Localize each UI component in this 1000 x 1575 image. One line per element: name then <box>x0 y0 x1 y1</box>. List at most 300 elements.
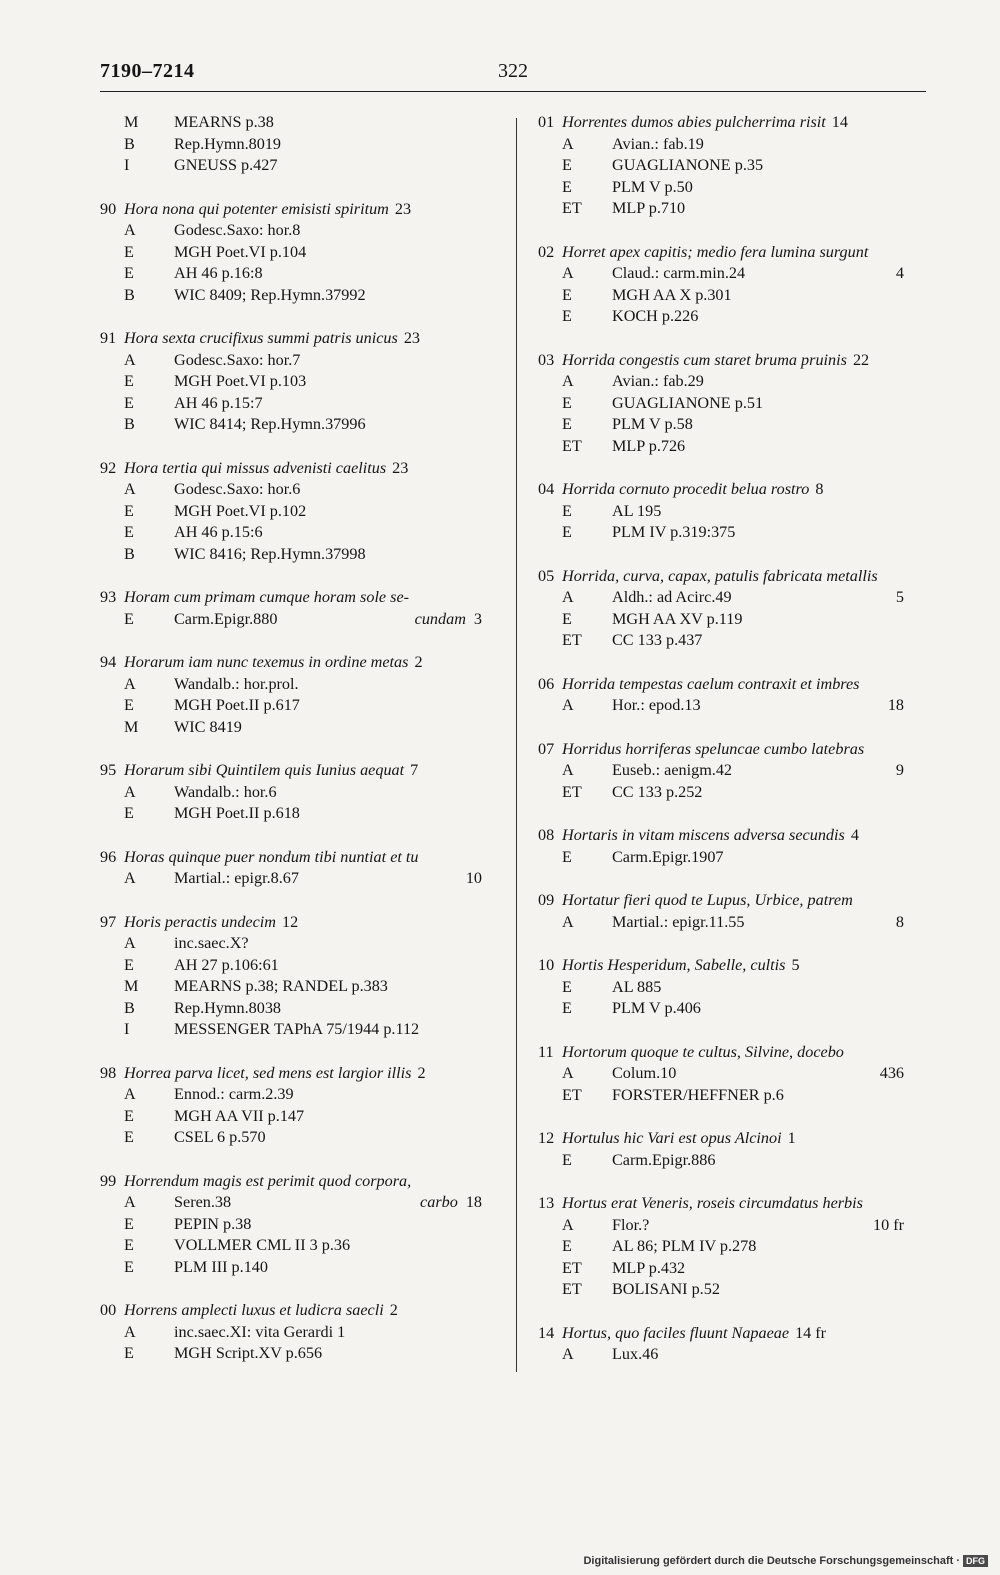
reference-source: Martial.: epigr.8.67 <box>174 869 299 887</box>
reference-line <box>100 1127 482 1149</box>
reference-source: MGH AA VII p.147 <box>174 1106 305 1125</box>
entry <box>538 1323 904 1366</box>
reference-code: A <box>562 1064 574 1082</box>
entry-heading <box>100 847 482 869</box>
reference-source: WIC 8409; Rep.Hymn.37992 <box>174 285 366 304</box>
reference-source: MGH AA XV p.119 <box>612 609 743 628</box>
reference-line <box>100 263 482 285</box>
reference-code: A <box>562 264 574 282</box>
entry <box>538 1193 904 1301</box>
entry-heading <box>538 112 904 134</box>
line-note <box>880 1063 904 1085</box>
reference-source: AL 885 <box>612 977 662 996</box>
reference-line <box>100 1214 482 1236</box>
entry <box>538 479 904 544</box>
reference-source: Martial.: epigr.11.55 <box>612 912 745 931</box>
reference-line <box>538 1236 904 1258</box>
entry-number: 07 <box>538 739 555 758</box>
reference-line <box>100 242 482 264</box>
entry <box>538 825 904 868</box>
entry-number: 97 <box>100 912 117 931</box>
reference-source: GUAGLIANONE p.35 <box>612 156 764 174</box>
reference-code: A <box>124 1193 136 1211</box>
reference-code: A <box>124 221 136 239</box>
entry-number: 08 <box>538 826 555 844</box>
entry-heading <box>100 1063 482 1085</box>
reference-source: WIC 8419 <box>174 717 242 736</box>
reference-code: A <box>124 1322 136 1341</box>
reference-line <box>538 371 904 393</box>
incipit: Horrea parva licet, sed mens est largior illis <box>124 1063 412 1082</box>
reference-line <box>538 587 904 609</box>
reference-source: Hor.: epod.13 <box>612 696 701 714</box>
reference-code: B <box>124 415 135 433</box>
reference-line <box>100 782 482 804</box>
incipit: Hora nona qui potenter emisisti spiritum <box>124 199 389 218</box>
reference-line <box>538 1063 904 1085</box>
incipit: Horret apex capitis; medio fera lumina surgunt <box>562 242 869 261</box>
reference-line <box>538 760 904 782</box>
footer-credit <box>583 1555 988 1567</box>
entry-number: 06 <box>538 674 555 693</box>
incipit: Horam cum primam cumque horam sole se- <box>124 588 410 606</box>
incipit: Hora tertia qui missus advenisti caelitus <box>124 458 387 477</box>
reference-source: Rep.Hymn.8038 <box>174 998 282 1017</box>
entry-range: 7190–7214 <box>100 60 195 82</box>
reference-line <box>100 976 482 998</box>
reference-source: MGH Script.XV p.656 <box>174 1344 323 1362</box>
reference-line <box>100 955 482 977</box>
reference-line <box>100 1322 482 1344</box>
verse-count: 4 <box>850 826 859 844</box>
page-header <box>100 60 926 90</box>
entry-number: 10 <box>538 956 555 974</box>
incipit: Horrentes dumos abies pulcherrima risit <box>562 113 826 131</box>
note-text: 436 <box>879 1064 904 1082</box>
entry <box>100 1171 482 1279</box>
reference-source: Carm.Epigr.880 <box>174 609 278 628</box>
reference-source: AH 46 p.15:7 <box>174 393 263 412</box>
reference-source: Flor.? <box>612 1215 650 1234</box>
reference-code: A <box>124 934 136 952</box>
reference-source: PLM IV p.319:375 <box>612 523 736 541</box>
reference-source: GUAGLIANONE p.51 <box>612 393 764 412</box>
reference-line <box>538 630 904 652</box>
verse-count: 12 <box>281 912 299 931</box>
reference-line <box>538 695 904 717</box>
reference-line <box>100 414 482 436</box>
reference-line <box>100 717 482 739</box>
reference-line <box>538 501 904 523</box>
reference-source: MEARNS p.38 <box>174 113 274 131</box>
entry-number: 03 <box>538 350 555 369</box>
reference-code: A <box>562 1345 574 1363</box>
reference-source: MLP p.432 <box>612 1258 686 1277</box>
entry <box>100 458 482 566</box>
verse-count: 2 <box>389 1301 398 1319</box>
reference-code: E <box>124 1214 134 1233</box>
reference-code: E <box>124 501 134 520</box>
reference-line <box>538 782 904 804</box>
incipit: Hortus erat Veneris, roseis circumdatus herbis <box>562 1194 863 1212</box>
verse-count: 2 <box>417 1063 426 1082</box>
entry-number: 96 <box>100 847 117 866</box>
reference-source: Lux.46 <box>612 1345 659 1363</box>
reference-code: E <box>124 1344 134 1362</box>
incipit: Horrida congestis cum staret bruma pruinis <box>562 350 847 369</box>
reference-source: Euseb.: aenigm.42 <box>612 761 733 779</box>
reference-source: MEARNS p.38; RANDEL p.383 <box>174 977 388 995</box>
entry <box>538 112 904 220</box>
reference-line <box>538 134 904 156</box>
reference-code: E <box>124 242 134 261</box>
entry-heading <box>538 825 904 847</box>
reference-code: B <box>124 134 135 153</box>
incipit: Horas quinque puer nondum tibi nuntiat et tu <box>124 847 419 866</box>
verse-count: 18 <box>465 1193 482 1211</box>
right-column <box>538 112 904 1388</box>
reference-source: MESSENGER TAPhA 75/1944 p.112 <box>174 1020 420 1038</box>
entry <box>538 890 904 933</box>
reference-source: Claud.: carm.min.24 <box>612 264 746 282</box>
entry-heading <box>538 1042 904 1064</box>
reference-code: A <box>562 761 574 779</box>
reference-code: E <box>124 264 134 282</box>
line-note <box>873 1215 904 1237</box>
reference-source: CSEL 6 p.570 <box>174 1128 266 1146</box>
incipit: Horridus horriferas speluncae cumbo latebras <box>562 739 865 758</box>
reference-code: M <box>124 977 139 995</box>
reference-source: MGH Poet.II p.618 <box>174 804 300 822</box>
note-text: 18 <box>887 696 904 714</box>
entry <box>538 566 904 652</box>
reference-code: B <box>124 544 135 563</box>
entry-number: 05 <box>538 566 555 585</box>
reference-code: E <box>124 1257 134 1276</box>
reference-code: E <box>562 847 572 866</box>
entry-heading <box>100 199 482 221</box>
reference-line <box>100 695 482 717</box>
reference-line <box>100 501 482 523</box>
reference-line <box>100 371 482 393</box>
verse-count: 22 <box>852 350 870 369</box>
reference-code: A <box>124 480 136 498</box>
reference-line <box>538 155 904 177</box>
reference-code: ET <box>562 1085 582 1104</box>
verse-count: 8 <box>815 480 824 498</box>
entry-heading <box>538 890 904 912</box>
reference-line <box>538 1085 904 1107</box>
reference-code: I <box>124 156 130 174</box>
reference-line <box>538 1150 904 1172</box>
entry <box>100 1063 482 1149</box>
entry-heading <box>100 458 482 480</box>
reference-code: ET <box>562 631 582 649</box>
entry <box>100 587 482 630</box>
reference-code: ET <box>562 1280 582 1298</box>
incipit: Hortulus hic Vari est opus Alcinoi <box>562 1129 782 1147</box>
reference-code: E <box>124 696 134 714</box>
entry-number: 91 <box>100 329 117 347</box>
entry-heading <box>538 674 904 696</box>
reference-code: M <box>124 113 139 131</box>
reference-source: MGH Poet.VI p.103 <box>174 372 307 390</box>
incipit: Horrida, curva, capax, patulis fabricata metallis <box>562 566 878 585</box>
reference-code: E <box>562 977 572 996</box>
reference-code: E <box>124 372 134 390</box>
reference-code: E <box>562 1150 572 1169</box>
reference-line <box>100 868 482 890</box>
footer-text: Digitalisierung gefördert durch die Deutsche Forschungsgemeinschaft · <box>583 1554 960 1567</box>
reference-code: E <box>562 609 572 628</box>
reference-source: PLM V p.406 <box>612 999 701 1017</box>
reference-source: Colum.10 <box>612 1064 677 1082</box>
reference-source: MGH Poet.VI p.102 <box>174 501 307 520</box>
reference-code: A <box>124 782 136 801</box>
entry-number: 04 <box>538 480 555 498</box>
note-text: 5 <box>895 588 904 606</box>
reference-line <box>538 1215 904 1237</box>
reference-line <box>100 1084 482 1106</box>
reference-code: E <box>562 501 572 520</box>
reference-code: E <box>124 609 134 628</box>
reference-code: ET <box>562 436 582 455</box>
page-number: 322 <box>498 60 528 82</box>
reference-line <box>538 198 904 220</box>
entry <box>538 739 904 804</box>
reference-line <box>538 522 904 544</box>
reference-line <box>538 1258 904 1280</box>
reference-line <box>100 479 482 501</box>
note-text: 10 fr <box>872 1215 904 1234</box>
verse-count: 3 <box>473 609 482 628</box>
entry <box>538 242 904 328</box>
verse-count: 14 <box>831 113 848 131</box>
reference-line <box>100 155 482 177</box>
entry <box>100 1300 482 1365</box>
left-column <box>100 112 482 1387</box>
reference-code: A <box>562 696 574 714</box>
reference-code: ET <box>562 199 582 217</box>
reference-source: Rep.Hymn.8019 <box>174 134 282 153</box>
reference-code: E <box>124 804 134 822</box>
line-note <box>466 868 482 890</box>
reference-code: E <box>124 1106 134 1125</box>
entry-number: 00 <box>100 1301 117 1319</box>
note-text: 10 <box>465 869 482 887</box>
incipit: Horarum sibi Quintilem quis Iunius aequat <box>124 761 405 779</box>
note-text: 8 <box>895 912 904 931</box>
reference-source: FORSTER/HEFFNER p.6 <box>612 1085 784 1104</box>
entry <box>538 1128 904 1171</box>
line-note <box>896 263 904 285</box>
reference-source: Ennod.: carm.2.39 <box>174 1085 294 1103</box>
entry-heading <box>100 912 482 934</box>
entry-heading <box>538 479 904 501</box>
entry-number: 90 <box>100 199 117 218</box>
entry-heading <box>538 739 904 761</box>
verse-count: 23 <box>403 329 421 347</box>
reference-code: E <box>562 307 572 325</box>
entry-number: 09 <box>538 891 555 909</box>
entry-heading <box>100 652 482 674</box>
reference-source: AH 46 p.15:6 <box>174 523 263 541</box>
reference-line <box>538 414 904 436</box>
reference-line <box>100 674 482 696</box>
verse-count: 1 <box>787 1129 796 1147</box>
reference-line <box>538 609 904 631</box>
reference-line <box>100 393 482 415</box>
entry <box>100 847 482 890</box>
reference-source: GNEUSS p.427 <box>174 156 278 174</box>
column-divider <box>516 118 517 1372</box>
entry <box>100 760 482 825</box>
note-text: carbo <box>420 1193 458 1211</box>
reference-source: inc.saec.XI: vita Gerardi 1 <box>174 1322 346 1341</box>
reference-source: Wandalb.: hor.6 <box>174 782 277 801</box>
reference-line <box>100 933 482 955</box>
incipit: Horrida tempestas caelum contraxit et imbres <box>562 674 860 693</box>
note-text: 4 <box>895 264 904 282</box>
reference-source: Godesc.Saxo: hor.7 <box>174 350 301 369</box>
reference-line <box>538 285 904 307</box>
reference-code: M <box>124 717 139 736</box>
reference-line <box>538 977 904 999</box>
line-note <box>896 912 904 934</box>
reference-line <box>100 998 482 1020</box>
line-note <box>896 587 904 609</box>
reference-line <box>538 436 904 458</box>
entry-heading <box>100 587 482 609</box>
entry-number: 11 <box>538 1042 554 1061</box>
reference-source: AH 46 p.16:8 <box>174 264 263 282</box>
reference-code: E <box>562 285 572 304</box>
reference-code: ET <box>562 782 582 801</box>
entry-heading <box>538 350 904 372</box>
entry <box>100 652 482 738</box>
reference-source: Avian.: fab.19 <box>612 134 704 153</box>
incipit: Hortus, quo faciles fluunt Napaeae <box>562 1323 790 1342</box>
reference-code: A <box>562 912 574 931</box>
reference-source: Avian.: fab.29 <box>612 372 704 390</box>
entry-number: 95 <box>100 761 117 779</box>
reference-code: A <box>562 588 574 606</box>
reference-code: E <box>562 523 572 541</box>
reference-code: E <box>124 523 134 541</box>
entry <box>100 328 482 436</box>
reference-code: E <box>562 156 572 174</box>
reference-line <box>538 306 904 328</box>
entry <box>538 674 904 717</box>
reference-source: inc.saec.X? <box>174 934 249 952</box>
reference-line <box>100 1343 482 1365</box>
entry <box>100 112 482 177</box>
reference-line <box>100 285 482 307</box>
reference-code: A <box>124 1085 136 1103</box>
reference-code: E <box>562 415 572 433</box>
entry-number: 13 <box>538 1194 555 1212</box>
reference-code: E <box>562 177 572 196</box>
reference-line <box>100 134 482 156</box>
note-text: cundam <box>414 609 466 628</box>
reference-source: PLM V p.58 <box>612 415 693 433</box>
entry-number: 93 <box>100 588 117 606</box>
entry <box>538 1042 904 1107</box>
reference-source: CC 133 p.252 <box>612 782 703 801</box>
entry-number: 92 <box>100 458 117 477</box>
reference-code: A <box>562 372 574 390</box>
reference-code: E <box>562 1237 572 1255</box>
reference-source: PLM III p.140 <box>174 1257 268 1276</box>
incipit: Hortis Hesperidum, Sabelle, cultis <box>562 956 786 974</box>
incipit: Horrida cornuto procedit belua rostro <box>562 480 810 498</box>
reference-line <box>100 1019 482 1041</box>
incipit: Hortaris in vitam miscens adversa secundis <box>562 826 845 844</box>
incipit: Hortorum quoque te cultus, Silvine, docebo <box>562 1042 844 1061</box>
entry-heading <box>100 760 482 782</box>
reference-line <box>100 544 482 566</box>
reference-source: Godesc.Saxo: hor.8 <box>174 221 301 239</box>
reference-source: Aldh.: ad Acirc.49 <box>612 588 732 606</box>
reference-line <box>100 112 482 134</box>
reference-source: Seren.38 <box>174 1193 232 1211</box>
entry-heading <box>538 242 904 264</box>
incipit: Hora sexta crucifixus summi patris unicus <box>124 329 398 347</box>
reference-line <box>538 177 904 199</box>
entry-number: 01 <box>538 113 555 131</box>
reference-source: MGH Poet.II p.617 <box>174 696 300 714</box>
entry-number: 14 <box>538 1323 555 1342</box>
reference-code: E <box>124 1236 134 1254</box>
incipit: Hortatur fieri quod te Lupus, Urbice, patrem <box>562 891 853 909</box>
incipit: Horrendum magis est perimit quod corpora, <box>124 1171 412 1190</box>
reference-line <box>538 847 904 869</box>
reference-line <box>100 1235 482 1257</box>
reference-code: A <box>124 674 136 693</box>
entry <box>100 199 482 307</box>
incipit: Horis peractis undecim <box>124 912 276 931</box>
reference-line <box>100 220 482 242</box>
incipit: Horrens amplecti luxus et ludicra saecli <box>124 1301 384 1319</box>
reference-source: WIC 8416; Rep.Hymn.37998 <box>174 544 366 563</box>
reference-code: A <box>562 1215 574 1234</box>
entry-number: 12 <box>538 1129 555 1147</box>
reference-source: BOLISANI p.52 <box>612 1280 720 1298</box>
reference-source: PLM V p.50 <box>612 177 693 196</box>
reference-code: A <box>124 869 136 887</box>
reference-source: Wandalb.: hor.prol. <box>174 674 299 693</box>
entry <box>538 350 904 458</box>
reference-source: Godesc.Saxo: hor.6 <box>174 480 301 498</box>
reference-source: MGH AA X p.301 <box>612 285 732 304</box>
reference-source: Carm.Epigr.1907 <box>612 847 724 866</box>
reference-line <box>100 1257 482 1279</box>
entry-heading <box>538 1193 904 1215</box>
verse-count: 2 <box>414 653 423 671</box>
line-note <box>896 760 904 782</box>
reference-code: E <box>124 1128 134 1146</box>
entry-heading <box>538 1323 904 1345</box>
reference-source: MLP p.726 <box>612 436 686 455</box>
reference-code: I <box>124 1020 130 1038</box>
reference-line <box>100 609 482 631</box>
reference-line <box>538 263 904 285</box>
line-note <box>415 609 482 631</box>
line-note <box>888 695 904 717</box>
reference-line <box>100 1106 482 1128</box>
entry <box>100 912 482 1041</box>
verse-count: 23 <box>392 458 409 477</box>
